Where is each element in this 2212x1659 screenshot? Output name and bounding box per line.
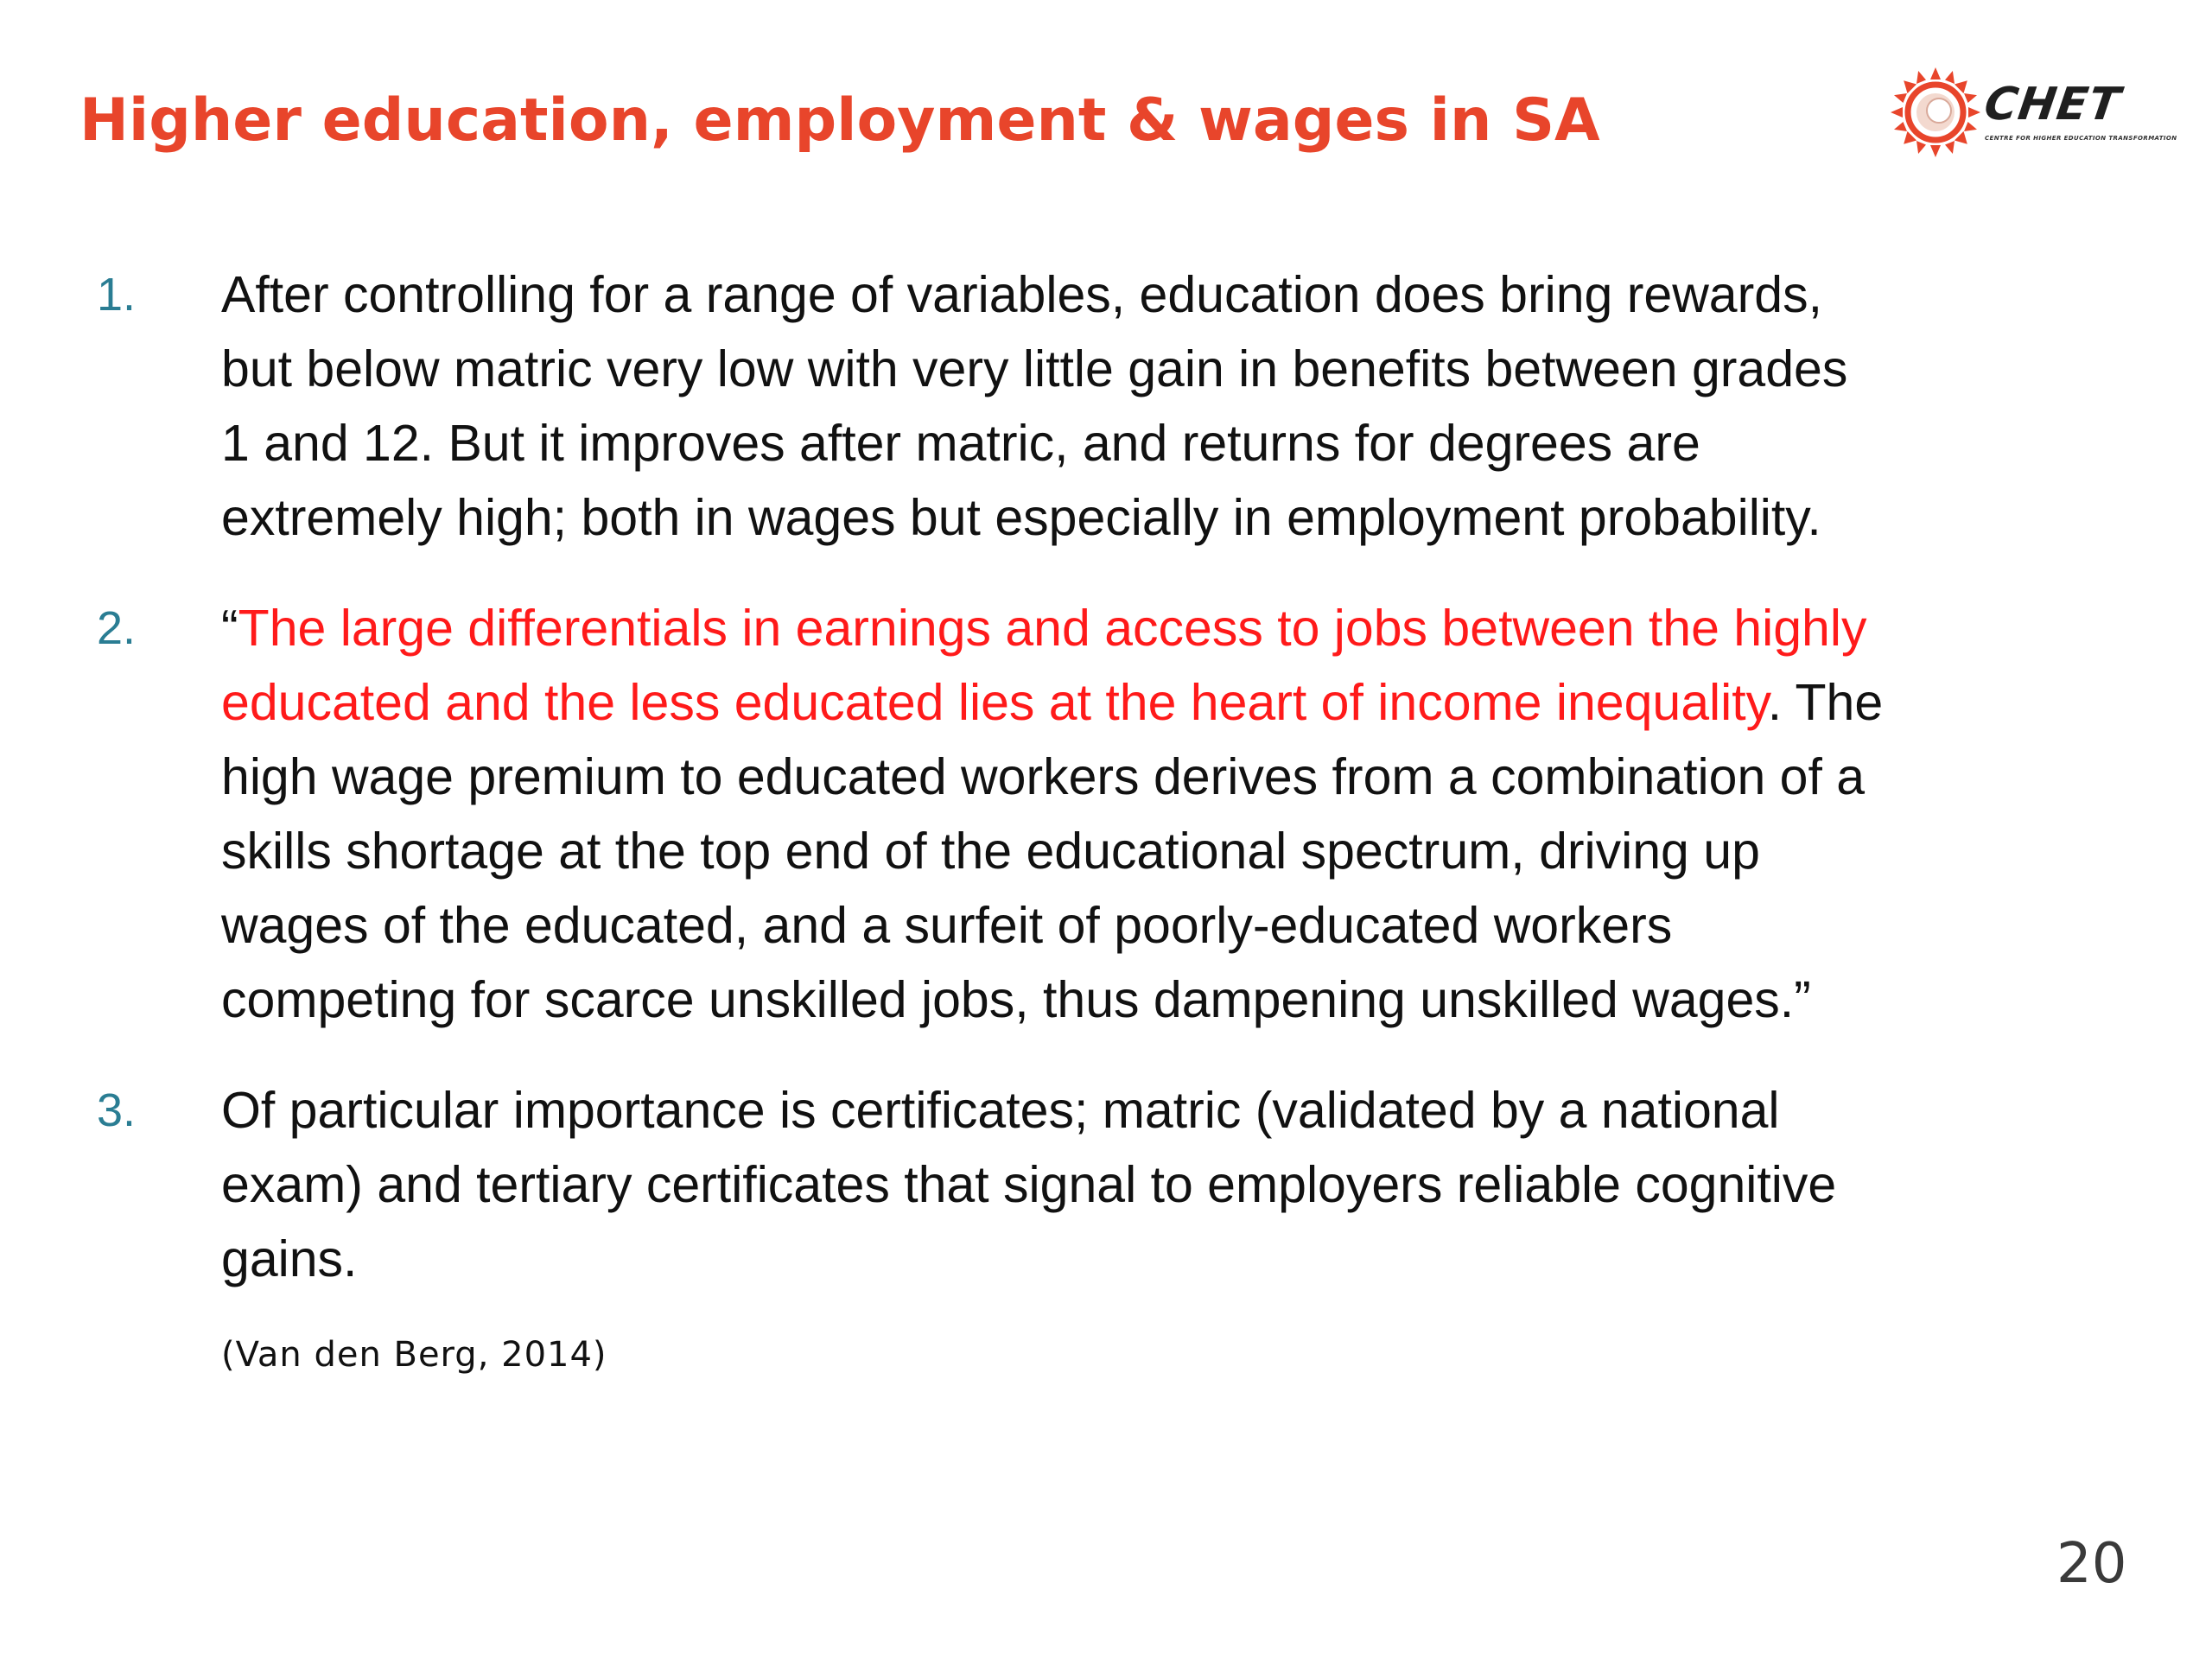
list-line: After controlling for a range of variables, education does bring rewards, <box>221 266 1822 323</box>
list-line: exam) and tertiary certificates that signal to employers reliable cognitive <box>221 1156 1837 1213</box>
list-line: extremely high; both in wages but especially in employment probability. <box>221 489 1821 546</box>
logo-wordmark: CHET <box>1980 79 2124 130</box>
sun-gear-icon <box>1888 65 1983 160</box>
logo-tagline: CENTRE FOR HIGHER EDUCATION TRANSFORMATION <box>1985 135 2177 142</box>
list-line: high wage premium to educated workers derives from a combination of a <box>221 748 1866 805</box>
list-line <box>221 665 1883 740</box>
list-line <box>221 591 1866 665</box>
list-line: Of particular importance is certificates; matric (validated by a national <box>221 1082 1780 1139</box>
line-rest: . The <box>1767 674 1884 731</box>
list-number: 2. <box>97 602 137 654</box>
citation: (Van den Berg, 2014) <box>221 1335 607 1375</box>
highlight-text: The large differentials in earnings and access to jobs between the highly <box>238 600 1867 657</box>
list-line: 1 and 12. But it improves after matric, and returns for degrees are <box>221 415 1700 472</box>
slide-title: Higher education, employment & wages in SA <box>79 86 1600 155</box>
list-number: 1. <box>97 269 137 321</box>
list-line: wages of the educated, and a surfeit of poorly-educated workers <box>221 897 1673 954</box>
page-number: 20 <box>2056 1532 2127 1596</box>
highlight-text: educated and the less educated lies at the heart of income inequality <box>221 674 1768 731</box>
list-line: competing for scarce unskilled jobs, thus dampening unskilled wages.” <box>221 971 1811 1028</box>
list-line: gains. <box>221 1230 358 1287</box>
list-line: but below matric very low with very little gain in benefits between grades <box>221 340 1848 397</box>
list-line: skills shortage at the top end of the educational spectrum, driving up <box>221 823 1760 880</box>
quote-open: “ <box>221 600 238 657</box>
chet-logo <box>1888 65 2199 160</box>
list-number: 3. <box>97 1084 137 1136</box>
